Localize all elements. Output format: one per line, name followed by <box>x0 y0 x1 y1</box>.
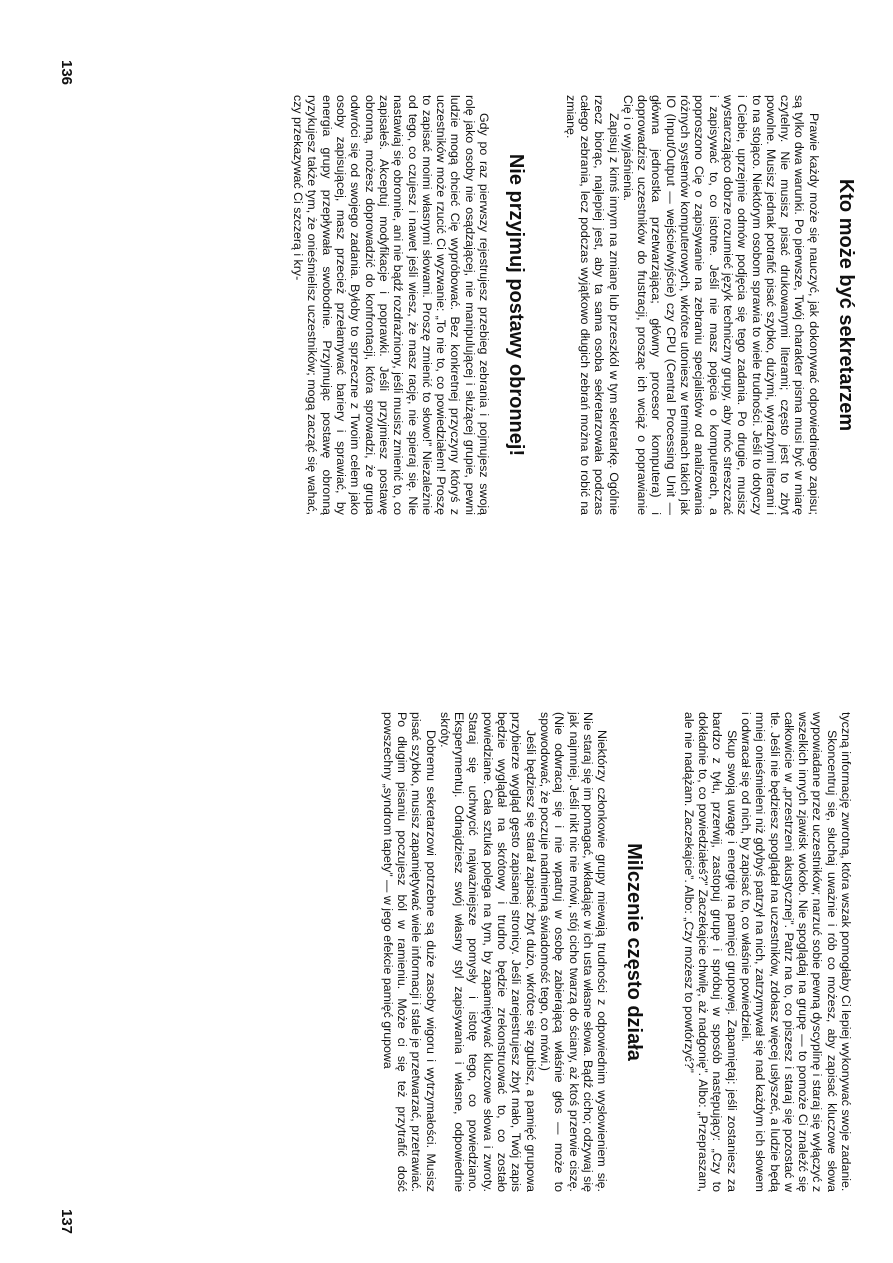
paragraph: Dobremu sekretarzowi potrzebne są duże zasoby wigoru i wytrzymałości. Musisz pisać szybko, musisz zapamiętywać wiele informacji i stale je przetwarzać, przetrawiać. Po długim pisaniu poczujesz ból w ramieniu. Może ci się też przytrafić dość powszechny „syndrom tapety” — w jego efekcie pamięć grupowa <box>380 712 438 1192</box>
heading-silence-works: Milczenie często działa <box>623 843 646 1061</box>
page-number: 136 <box>58 60 75 86</box>
paragraph: Skoncentruj się, słuchaj uważnie i rób co możesz, aby zapisać kluczowe słowa wypowiadane przez uczestników; narzuć sobie pewną dyscyplinę i staraj się wyłączyć z wszelkich innych zjawisk wokoło. Nie spoglądaj na grupę — to pomoże Ci znaleźć się całkowicie w „przestrzeni akustycznej”. Patrz na to, co piszesz i staraj się pozostać w tle. Jeśli nie będziesz spoglądał na uczestników, zdołasz więcej usłyszeć, a ludzie będą mniej onieśmieleni niż gdybyś patrzył na nich, zatrzymywał się nad każdym ich słowem i odwracał się od nich, by zapisać to, co właśnie powiedzieli. <box>738 712 839 1193</box>
paragraph: Zapisuj z kimś innym na zmianę lub przeszkól w tym sekretarkę. Ogólnie rzecz biorąc, najlepiej jest, aby ta sama osoba sekretarzowała podczas całego zebrania, lecz podczas wyjątkowo długich zebrań można to robić na zmianę. <box>563 95 621 515</box>
right-page <box>0 632 893 1263</box>
paragraph: Jeśli będziesz się starał zapisać zbyt dużo, wkrótce się zgubisz, a pamięć grupowa przybierze wygląd gęsto zapisanej stronicy. Jeśli zarejestrujesz zbyt mało, Twój zapis będzie wyglądał na skrótowy i trudno będzie zrekonstruować to, co zostało powiedziane. Cała sztuka polega na tym, by zapamiętywać kluczowe słowa i zwroty. Staraj się uchwycić najważniejsze pomysły i istotę tego, co powiedziano. Eksperymentuj. Odnajdziesz swój własny styl zapisywania i własne, odpowiednie skróty. <box>437 712 538 1192</box>
left-column <box>0 95 893 515</box>
paragraph: Niektórzy członkowie grupy miewają trudności z odpowiednim wysłowieniem się. Nie staraj się im pomagać, wkładając w ich usta własne słowa. Bądź cicho; odzywaj się jak najmniej. Jeśli nikt nic nie mówi, stój cicho twarzą do ściany, aż ktoś przerwie ciszę. (Nie odwracaj się i nie wpatruj w osobę zabierającą właśnie głos — może to spowodować, że poczuje nadmierną świadomość tego, co mówi.) <box>537 712 610 1192</box>
paragraph: Skup swoją uwagę i energię na pamięci grupowej. Zapamiętaj: jeśli zostaniesz za bardzo z tyłu, przerwij, zastopuj grupę i spróbuj w sposób następujący: „Czy to dokładnie to, co powiedziałeś?” Zaczekajcie chwilę, aż nadgonię”. Albo: „Przepraszam, ale nie nadążam. Zaczekajcie”. Albo: „Czy możesz to powtórzyć?” <box>681 712 739 1192</box>
heading-who-can-be-secretary: Kto może być sekretarzem <box>835 178 857 432</box>
paragraph: tyczną informację zwrotną, która wszak pomogłaby Ci lepiej wykonywać swoje zadanie. <box>839 712 853 1192</box>
paragraph: Gdy po raz pierwszy rejestrujesz przebieg zebrania i pojmujesz swoją rolę jako osoby nie osądzającej, nie manipulującej i służącej grupie, pewni ludzie mogą chcieć Cię wypróbować. Bez konkretnej przyczyny któryś z uczestników może rzucić Ci wyzwanie: „To nie to, co powiedziałem! Proszę to zapisać moimi własnymi słowami. Proszę zmienić to słowo!” Niezależnie od tego, co czujesz i nawet jeśli wiesz, że masz rację, nie spieraj się. Nie nastawiaj się obronnie, ani nie bądź rozdrażniony, jeśli musisz zmienić to, co zapisałeś. Akceptuj modyfikacje i poprawki. Jeśli przyjmiesz postawę obronną, możesz doprowadzić do konfrontacji, która sprowadzi, że grupa odwróci się od swojego zadania. Byłoby to sprzeczne z Twoim celem jako osoby zapisującej, masz przecież przełamywać bariery i sprawiać, by energia grupy przepływała swobodnie. Przyjmując postawę obronną ryzykujesz także tym, że onieśmielisz uczestników; mogą zacząć się wahać, czy przekazywać Ci szczerą i kry- <box>291 95 492 515</box>
right-column <box>0 712 893 1192</box>
paragraph: Prawie każdy może się nauczyć, jak dokonywać odpowiedniego zapisu; są tylko dwa warunki. Po pierwsze, Twój charakter pisma musi być w miarę czytelny. Nie musisz pisać drukowanymi literami; często jest to zbyt powolne. Musisz jednak potrafić pisać szybko, dużymi, wyraźnymi literami i to na stojąco. Niektórym osobom sprawia to wiele trudności. Jeśli to dotyczy i Ciebie, uprzejmie odmów podjęcia się tego zadania. Po drugie, musisz wystarczająco dobrze rozumieć język techniczny grupy, aby móc streszczać i zapisywać to, co istotne. Jeśli nie masz pojęcia o komputerach, a poproszono Cię o zapisywanie na zebraniu specjalistów od analizowania różnych systemów komputerowych, wkrótce utoniesz w terminach takich jak IO (Input/Output — wejście/wyjście) czy CPU (Central Processing Unit — główna jednostka przetwarzająca; główny procesor komputera) i doprowadzisz uczestników do frustracji, prosząc ich wciąż o poprawianie Cię i o wyjaśnienia. <box>620 95 821 515</box>
page-number: 137 <box>58 1209 75 1235</box>
left-page <box>0 0 893 631</box>
heading-no-defensive-attitude: Nie przyjmuj postawy obronnej! <box>505 153 528 457</box>
